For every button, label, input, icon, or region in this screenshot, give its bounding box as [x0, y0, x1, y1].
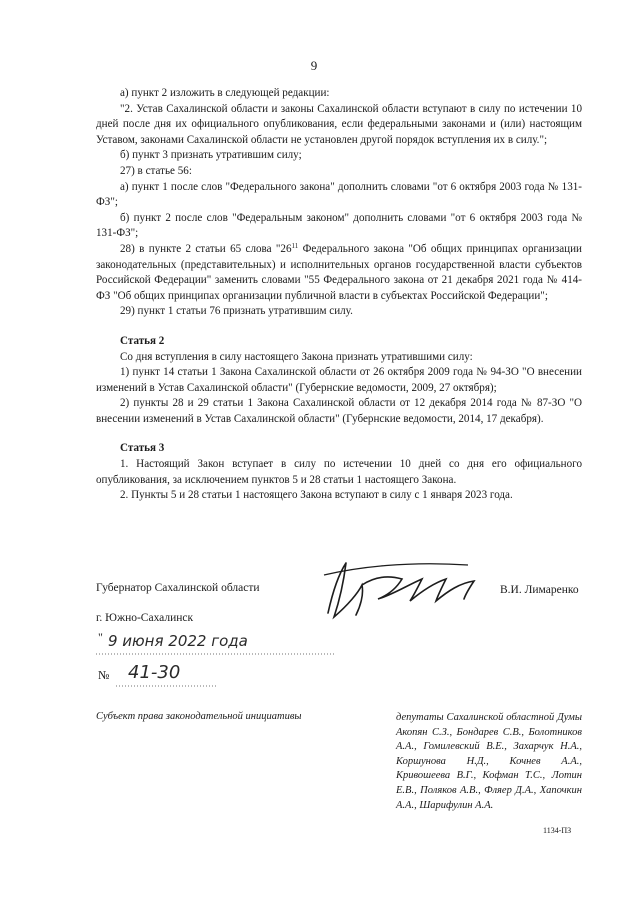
number-underline — [116, 684, 216, 688]
paragraph: б) пункт 2 после слов "Федеральным законом" дополнить словами "от 6 октября 2003 года № 131-ФЗ"; — [96, 211, 582, 240]
initiative-subject-label: Субъект права законодательной инициативы — [96, 711, 302, 722]
article-2-item: 2) пункты 28 и 29 статьи 1 Закона Сахалинской области от 12 декабря 2014 года № 87-ЗО "О внесении изменений в Устав Сахалинской области" (Губернские ведомости, 2014, 17 декабря). — [96, 397, 582, 425]
signature-image — [318, 555, 488, 625]
paragraph: 27) в статье 56: — [120, 164, 192, 177]
p28-start: 28) в пункте 2 статьи 65 слова "26 — [120, 242, 292, 255]
paragraph: а) пункт 1 после слов "Федерального закона" дополнить словами "от 6 октября 2003 года № 131-ФЗ"; — [96, 180, 582, 209]
paragraph-29: 29) пункт 1 статьи 76 признать утратившим силу. — [120, 305, 353, 318]
signing-date — [96, 628, 336, 660]
article-3-item: 2. Пункты 5 и 28 статьи 1 настоящего Закона вступают в силу с 1 января 2023 года. — [120, 489, 513, 502]
governor-title: Губернатор Сахалинской области — [96, 582, 260, 594]
article-3-title: Статья 3 — [120, 442, 165, 455]
paragraph-28 — [96, 242, 582, 304]
law-number — [96, 658, 336, 692]
number-label: № — [98, 668, 110, 682]
article-3-item: 1. Настоящий Закон вступает в силу по истечении 10 дней со дня его официального опубликования, за исключением пунктов 5 и 28 статьи 1 настоящего Закона. — [96, 458, 582, 486]
paragraph: "2. Устав Сахалинской области и законы Сахалинской области вступают в силу по истечении 10 дней после дня их официального опубликования, если федеральными законами и (или) настоящим Уставом, законами Сахалинской области не установлен другой порядок вступления их в силу."; — [96, 102, 582, 146]
law-text — [96, 86, 582, 504]
p28-end: Федерального закона "Об общих принципах организации законодательных (представительных) и исполнительных органов государственной власти субъектов Российской Федерации" заменить словами "55 Федерального закона от 21 декабря 2021 года № 414-ФЗ "Об общих принципах организации публичной власти в субъектах Российской Федерации"; — [96, 242, 582, 302]
p28-superscript: 11 — [291, 241, 299, 250]
article-2-intro: Со дня вступления в силу настоящего Закона признать утратившими силу: — [120, 350, 473, 363]
article-2-item: 1) пункт 14 статьи 1 Закона Сахалинской области от 26 октября 2009 года № 94-ЗО "О внесении изменений в Устав Сахалинской области" (Губернские ведомости, 2009, 27 октября); — [96, 366, 582, 394]
date-underline — [96, 652, 336, 656]
quote-mark: " — [98, 630, 103, 644]
handwritten-number: 41-30 — [128, 662, 181, 683]
city: г. Южно-Сахалинск — [96, 612, 194, 624]
deputies-list: депутаты Сахалинской областной Думы Акопян С.З., Бондарев С.В., Болотников А.А., Гомилевский В.Е., Захарчук Н.А., Коршунова Н.Д., Кочнев А.А., Кривошеева В.Г., Кофман Т.С., Лотин Е.В., Поляков А.В., Фляер Д.А., Хапочкин А.А., Шарифулин А.А. — [396, 712, 582, 811]
page-number: 9 — [310, 58, 318, 73]
handwritten-date: 9 июня 2022 года — [108, 632, 248, 650]
paragraph: а) пункт 2 изложить в следующей редакции: — [120, 87, 330, 99]
governor-name: В.И. Лимаренко — [500, 584, 579, 596]
paragraph: б) пункт 3 признать утратившим силу; — [120, 149, 302, 162]
document-code: 1134-ПЗ — [543, 826, 572, 835]
article-2-title: Статья 2 — [120, 334, 165, 347]
